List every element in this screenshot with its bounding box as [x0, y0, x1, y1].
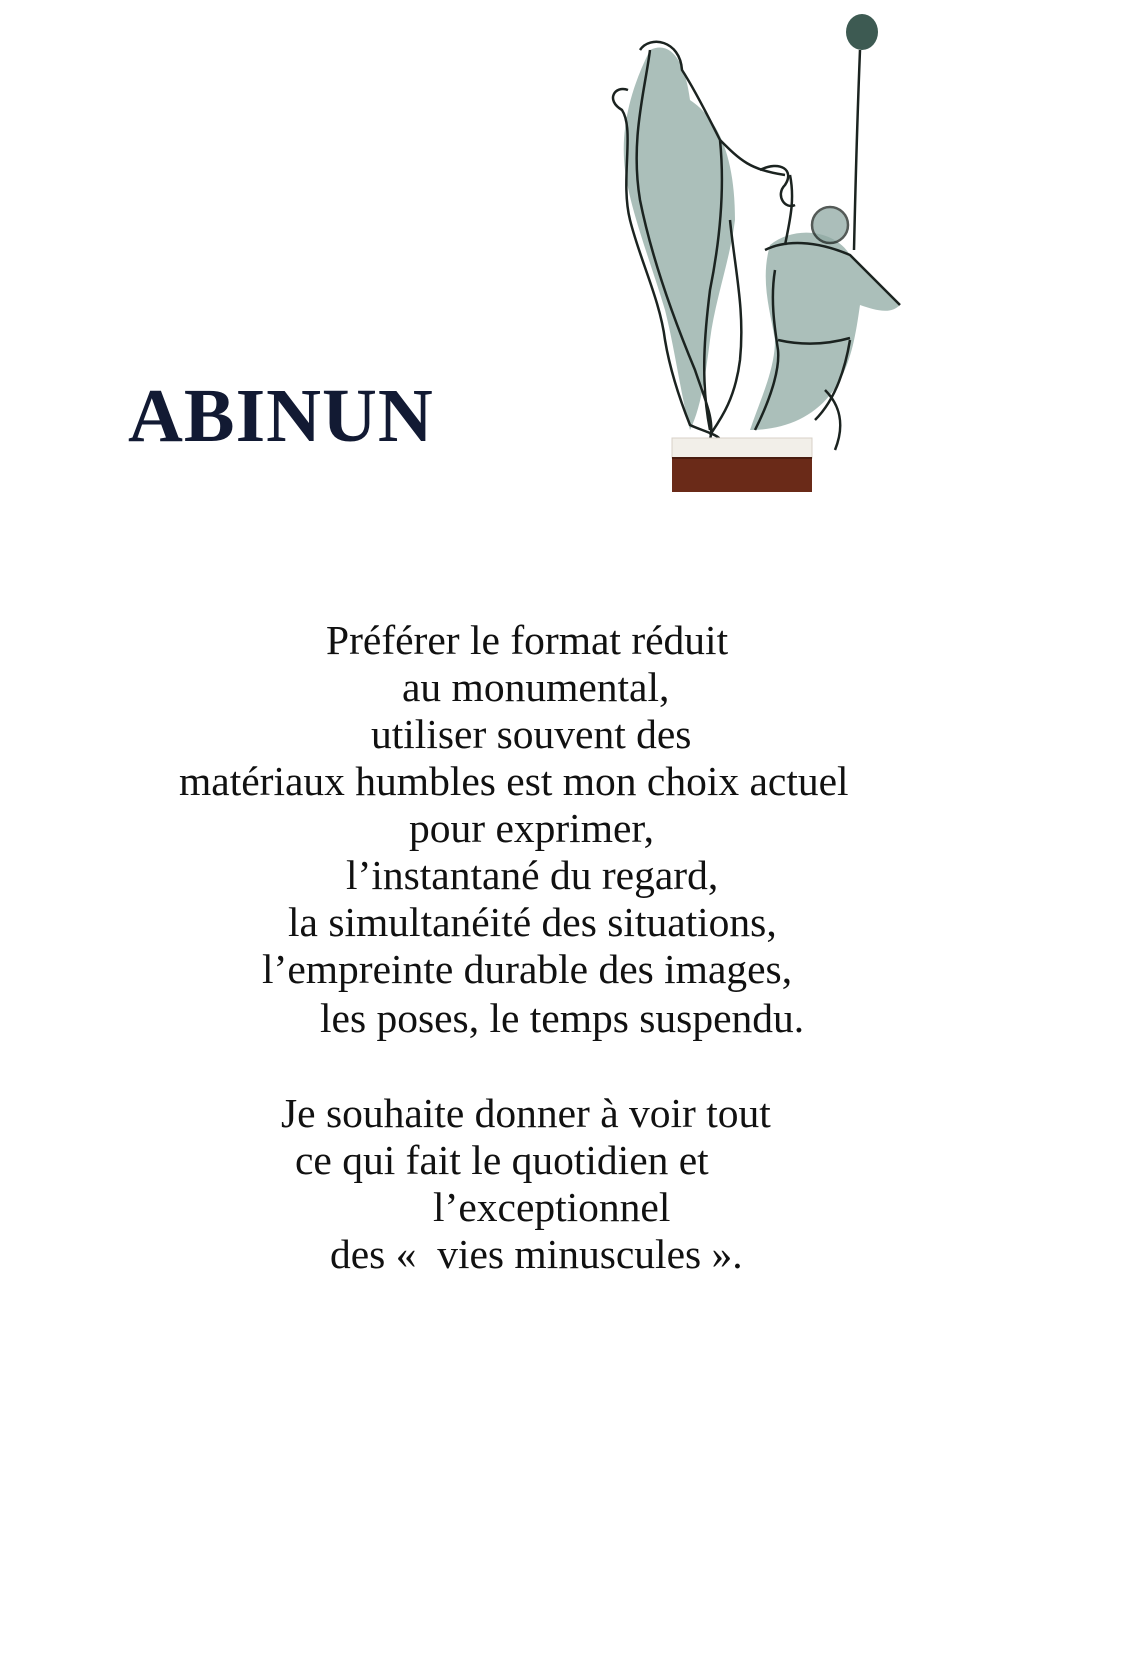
artist-title: ABINUN: [128, 374, 434, 458]
poem-line: l’exceptionnel: [433, 1184, 671, 1230]
poem-line: des « vies minuscules ».: [330, 1231, 743, 1277]
poem-line: pour exprimer,: [409, 805, 654, 851]
wire-sculpture-figures-icon: [610, 10, 955, 520]
poem-line: la simultanéité des situations,: [288, 899, 777, 945]
poem-line: l’instantané du regard,: [346, 852, 719, 898]
poem-line: matériaux humbles est mon choix actuel: [179, 758, 849, 804]
poem-line: l’empreinte durable des images,: [262, 946, 793, 992]
poem-line: ce qui fait le quotidien et: [295, 1137, 709, 1183]
poem-line: les poses, le temps suspendu.: [320, 995, 805, 1041]
poem-line: utiliser souvent des: [371, 711, 692, 757]
poem-line: Je souhaite donner à voir tout: [281, 1090, 771, 1136]
poem-line: Préférer le format réduit: [326, 617, 729, 663]
poem-line: au monumental,: [402, 664, 670, 710]
